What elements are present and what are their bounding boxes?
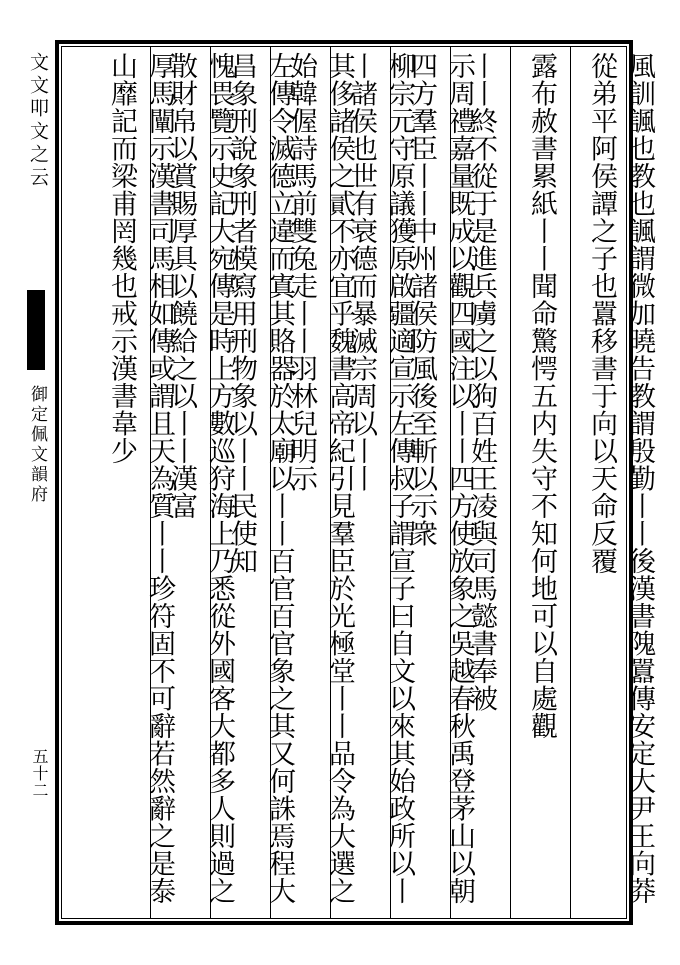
text-column-8: 愧畏覽示史記大宛傳是時上方數巡狩海上乃悉從外國客大都多人則過之散財帛以賞賜厚具以饒給之以丨丨漢富 [166,52,235,905]
page-number: 五十二 [30,748,49,799]
book-title-label: 御定佩文韻府 [27,385,47,505]
text-column-7: 左傳令滅德立違而寘其賂器於太廟以丨丨百官百官象之其又何誅焉程大昌象刑說象刑者模寫用刑物象以丨丨民使知 [226,52,295,905]
text-column-4: 示周禮嘉量既成以觀四國注以丨丨四方使放象之吳越春秋禹登茅山以朝四方羣臣丨丨中州諸侯防風後至斬以示衆 [406,52,475,905]
text-column-2: 露布赦書累紙丨丨聞命驚愕五内失守不知何地可以自處觀 [526,52,557,740]
text-column-6: 其侈諸侯之貳不亦宜乎魏書高帝紀引見羣臣於光極堂丨丨品令為大選之始韓偓詩馬前雙兔走丨丨羽林兒明示 [286,52,355,905]
column-rule [570,46,571,919]
text-column-1: 風訓諷也教也諷謂微加曉告教謂殷勤丨丨後漢書隗囂傳安定大尹王向莽從弟平阿侯譚之子也囂移書于向以天命反覆 [586,52,655,905]
text-column-9: 厚馬闡示漢書司馬相如傳或謂且天為質丨丨珍符固不可辭若然辭之是泰山靡記而梁甫罔幾也戒示漢書韋少 [106,52,175,905]
text-column-3: 丨丨終不從于是進兵虜之以狗百姓王凌與司馬懿書奉被 [466,52,497,712]
fishtail-mark [27,290,45,370]
text-column-5: 柳宗元守原議獲原啟疆適宣示左傳叔子謂宣子曰自文以來其始政所以丨丨諸侯也世有衰德而暴滅宗周以丨丨 [346,52,415,905]
side-top-text: 文文叩文之云 [27,52,49,190]
column-rule [510,46,511,919]
